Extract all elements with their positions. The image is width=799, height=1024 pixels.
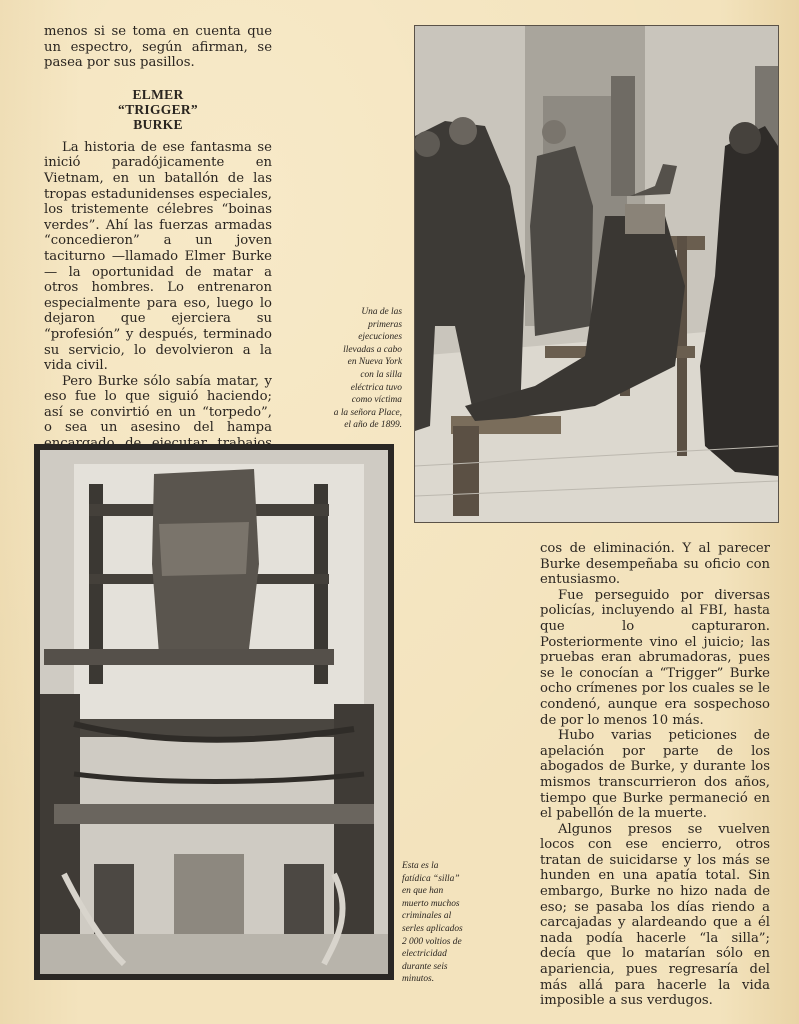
caption-line: llevadas a cabo xyxy=(343,344,402,355)
caption-line: con la silla xyxy=(360,369,402,380)
body-paragraph: cos de eliminación. Y al parecer Burke desempeñaba su oficio con entusiasmo. xyxy=(540,541,770,588)
headline-line: “TRIGGER” xyxy=(118,101,198,117)
caption-line: ejecuciones xyxy=(358,332,402,343)
bottom-photo-caption xyxy=(402,860,484,986)
caption-line: Una de las xyxy=(361,307,402,317)
body-paragraph: Pero Burke sólo sabía matar, y eso fue lo que siguió haciendo; así se convirtió en un “torpedo”, o sea un asesino del hampa xyxy=(44,373,272,436)
top-photo-caption xyxy=(322,306,402,432)
body-paragraph: Hubo varias peticiones de apelación por parte de los abogados de Burke, y durante los mismos transcurrieron dos años, tiempo que Burke permaneció en el pabellón de la muerte. xyxy=(540,728,770,822)
headline-line: BURKE xyxy=(133,116,183,132)
section-headline xyxy=(44,87,272,132)
caption-line: fatídica “silla” xyxy=(402,873,460,884)
caption-line: el año de 1899. xyxy=(344,420,402,431)
caption-line: minutos. xyxy=(402,974,435,985)
caption-line: muerto muchos xyxy=(402,898,460,909)
execution-scene-photo xyxy=(414,25,779,523)
intro-paragraph: menos si se toma en cuenta que un espectro, según afirman, se pasea por sus pasillos. xyxy=(44,24,272,71)
caption-line: en Nueva York xyxy=(347,357,402,368)
electric-chair-drawing xyxy=(34,444,394,980)
caption-line: eléctrica tuvo xyxy=(350,382,402,393)
right-text-column xyxy=(540,541,770,1009)
body-paragraph: La historia de ese fantasma se inició paradójicamente en Vietnam, en un batallón de las tropas estadunidenses especiales, los tristemente célebres “boinas verdes”. Ahí las fuerzas armadas “concedieron” a un joven taciturno —llamado Elmer Burke— la oportunidad de matar a otros hombres. Lo entrenaron especialmente para eso, luego lo dejaron que ejerciera su “profesión” y después, terminado su servicio, lo devolvieron a la vida civil. xyxy=(44,139,272,374)
caption-line: 2 000 voltios de xyxy=(402,936,462,947)
headline-line: ELMER xyxy=(132,86,184,102)
caption-line: serles aplicados xyxy=(402,923,463,934)
caption-line: en que han xyxy=(402,886,444,897)
caption-line: primeras xyxy=(368,319,402,330)
electric-chair-photo xyxy=(34,444,394,980)
caption-line: a la señora Place, xyxy=(333,407,402,418)
caption-line: Esta es la xyxy=(402,861,439,871)
caption-line: durante seis xyxy=(402,961,448,972)
left-text-column xyxy=(44,24,272,467)
execution-scene-drawing xyxy=(415,26,778,522)
caption-line: electricidad xyxy=(402,949,447,960)
body-paragraph: Fue perseguido por diversas policías, incluyendo al FBI, hasta que lo capturaron. Posteriormente vino el juicio; las pruebas eran abrumadoras, pues se le conocían a “Trigger” Burke ocho crímenes por los cuales se le condenó, aunque era sospechoso de por lo menos 10 más. xyxy=(540,587,770,728)
body-paragraph: Algunos presos se vuelven locos con ese encierro, otros tratan de suicidarse y los más se hunden en una apatía total. Sin embargo, Burke no hizo nada de eso; se pasaba los días riendo a carcajadas y alardeando que a él nada podía hacerle “la silla”; decía que lo matarían sólo en apariencia, pues regresaría del más allá para hacerle la vida imposible a sus verdugos. xyxy=(540,821,770,1009)
caption-line: como víctima xyxy=(351,395,402,406)
caption-line: criminales al xyxy=(402,911,452,922)
